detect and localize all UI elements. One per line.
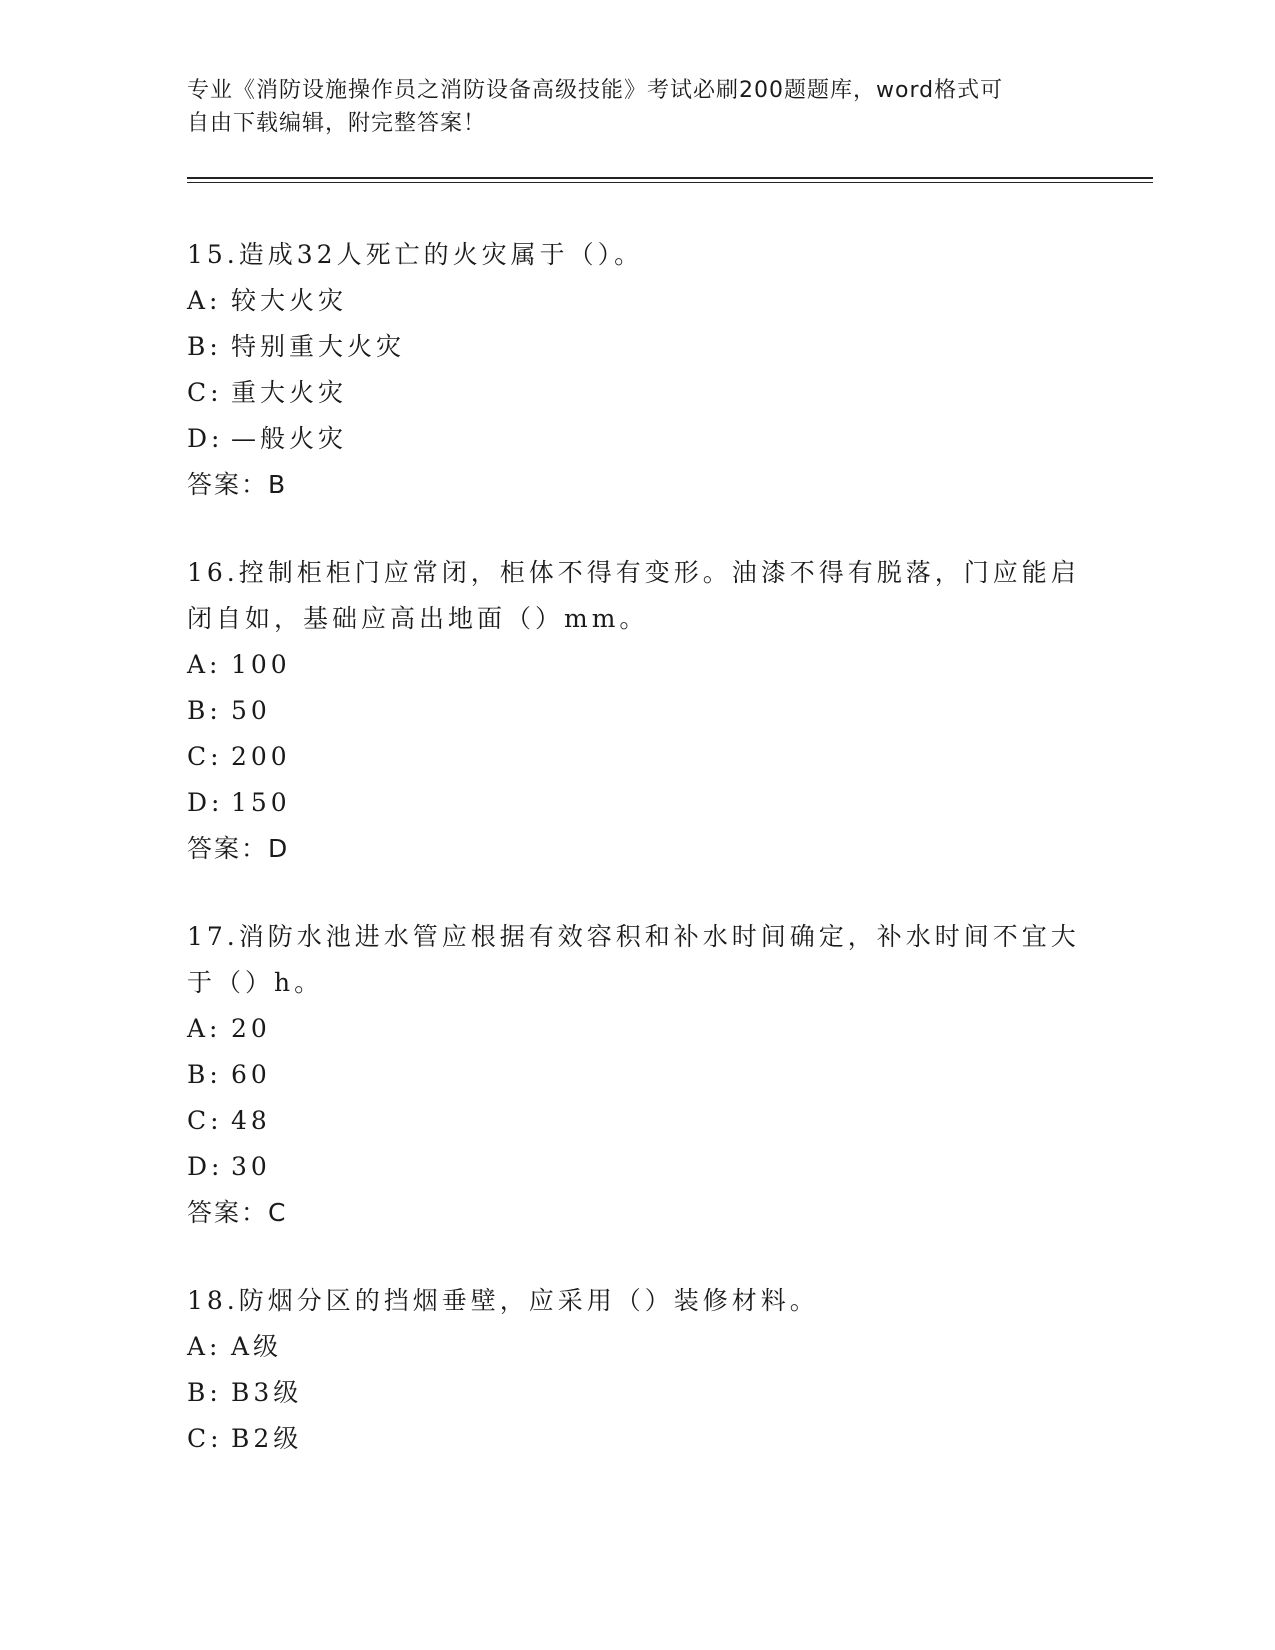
option-key: D:: [187, 1152, 224, 1181]
option-c: [187, 1098, 1087, 1144]
option-text: —般火灾: [231, 424, 348, 453]
question-text-continued: 于（）h。: [187, 968, 324, 997]
header-divider-thick: [187, 177, 1153, 179]
option-key: B:: [187, 332, 222, 361]
question-15: [187, 232, 1087, 508]
document-header: [187, 74, 1077, 140]
option-text: B3级: [231, 1378, 303, 1407]
option-key: A:: [187, 1332, 222, 1361]
option-key: C:: [187, 378, 223, 407]
option-d: [187, 1144, 1087, 1190]
question-17: [187, 914, 1087, 1236]
option-b: [187, 688, 1087, 734]
option-a: [187, 1324, 1087, 1370]
option-key: C:: [187, 742, 223, 771]
option-text: B2级: [231, 1424, 303, 1453]
option-c: [187, 734, 1087, 780]
option-text: 特别重大火灾: [231, 332, 406, 361]
option-key: D:: [187, 424, 224, 453]
header-line-1: 专业《消防设施操作员之消防设备高级技能》考试必刷200题题库，word格式可: [187, 78, 1004, 103]
question-16: [187, 550, 1087, 872]
option-text: 50: [231, 696, 271, 725]
option-b: [187, 1370, 1087, 1416]
option-text: 150: [231, 788, 291, 817]
question-18: [187, 1278, 1087, 1462]
option-text: 较大火灾: [231, 286, 348, 315]
option-key: A:: [187, 1014, 222, 1043]
answer-text: 答案：D: [187, 834, 290, 863]
option-a: [187, 642, 1087, 688]
option-c: [187, 370, 1087, 416]
option-text: 100: [231, 650, 291, 679]
option-text: 30: [231, 1152, 271, 1181]
option-key: C:: [187, 1106, 223, 1135]
option-d: [187, 780, 1087, 826]
header-line-2: 自由下载编辑，附完整答案！: [187, 111, 487, 136]
question-list: [187, 232, 1087, 1504]
header-divider-thin: [187, 182, 1153, 183]
option-d: [187, 416, 1087, 462]
option-key: A:: [187, 650, 222, 679]
option-key: C:: [187, 1424, 223, 1453]
option-key: B:: [187, 1060, 222, 1089]
question-text-continued: 闭自如，基础应高出地面（）mm。: [187, 604, 649, 633]
option-b: [187, 1052, 1087, 1098]
question-text: 17.消防水池进水管应根据有效容积和补水时间确定，补水时间不宜大: [187, 922, 1080, 951]
option-text: A级: [231, 1332, 283, 1361]
option-a: [187, 278, 1087, 324]
option-a: [187, 1006, 1087, 1052]
question-text: 18.防烟分区的挡烟垂壁，应采用（）装修材料。: [187, 1286, 819, 1315]
answer-text: 答案：B: [187, 470, 288, 499]
option-key: D:: [187, 788, 224, 817]
option-text: 60: [231, 1060, 271, 1089]
option-key: B:: [187, 696, 222, 725]
option-text: 48: [231, 1106, 271, 1135]
question-text: 15.造成32人死亡的火灾属于（）。: [187, 240, 644, 269]
option-key: A:: [187, 286, 222, 315]
option-text: 200: [231, 742, 291, 771]
answer-text: 答案：C: [187, 1198, 288, 1227]
option-text: 重大火灾: [231, 378, 348, 407]
option-text: 20: [231, 1014, 271, 1043]
option-b: [187, 324, 1087, 370]
question-text: 16.控制柜柜门应常闭，柜体不得有变形。油漆不得有脱落，门应能启: [187, 558, 1080, 587]
option-c: [187, 1416, 1087, 1462]
option-key: B:: [187, 1378, 222, 1407]
